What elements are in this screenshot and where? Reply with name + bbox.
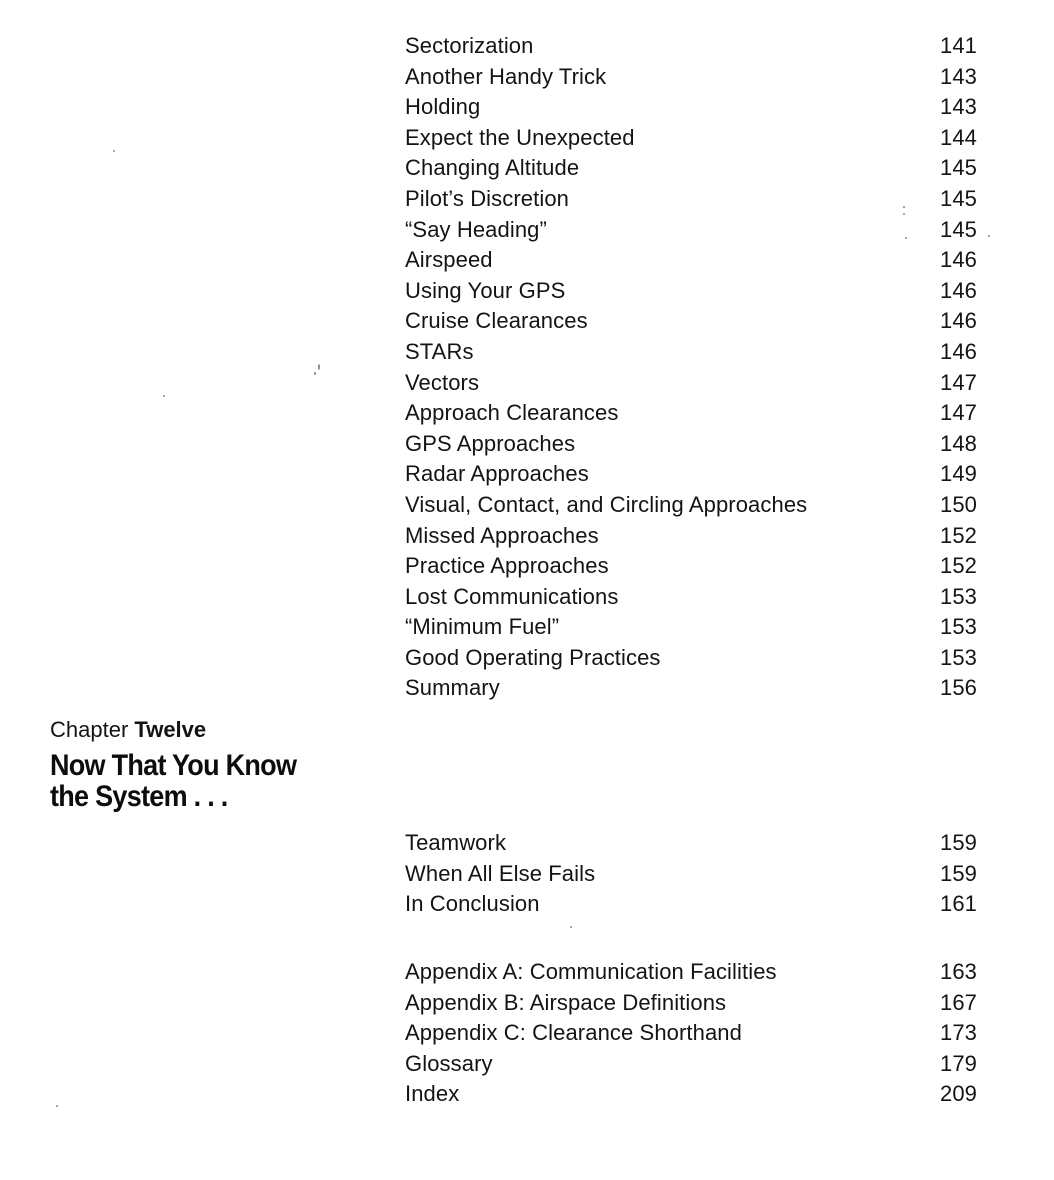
toc-entry bbox=[405, 643, 977, 674]
toc-entry-title: Appendix C: Clearance Shorthand bbox=[405, 1020, 742, 1046]
chapter-title-line-2: the System . . . bbox=[50, 780, 228, 813]
toc-entry-title: Radar Approaches bbox=[405, 461, 589, 487]
toc-entry-title: When All Else Fails bbox=[405, 860, 596, 886]
toc-entry-page-number: 149 bbox=[939, 461, 977, 487]
toc-entry bbox=[405, 957, 977, 988]
toc-entry-page-number: 146 bbox=[939, 308, 977, 334]
toc-entry-page-number: 141 bbox=[939, 33, 977, 58]
toc-entry bbox=[405, 673, 977, 704]
toc-entry-title: Cruise Clearances bbox=[405, 308, 588, 334]
toc-entry bbox=[405, 490, 977, 521]
toc-entry-title: “Say Heading” bbox=[405, 216, 547, 242]
toc-entry-title: STARs bbox=[405, 338, 474, 364]
toc-entry bbox=[405, 1018, 977, 1049]
toc-entry-title: Approach Clearances bbox=[405, 400, 619, 426]
toc-entry-page-number: 147 bbox=[939, 369, 977, 395]
toc-entry-title: Holding bbox=[405, 94, 481, 120]
toc-entry-page-number: 146 bbox=[939, 247, 977, 273]
toc-entry-title: Another Handy Trick bbox=[405, 63, 607, 89]
chapter-title-line-1: Now That You Know bbox=[50, 749, 297, 782]
toc-entry-page-number: 152 bbox=[939, 522, 977, 548]
toc-entry-page-number: 148 bbox=[939, 430, 977, 456]
toc-entry-title: GPS Approaches bbox=[405, 430, 576, 456]
scan-speck bbox=[988, 235, 990, 237]
chapter-twelve-toc-list bbox=[405, 828, 977, 920]
back-matter-toc-list bbox=[405, 957, 977, 1110]
toc-entry bbox=[405, 92, 977, 123]
toc-entry-page-number: 152 bbox=[939, 553, 977, 579]
toc-section-list bbox=[405, 31, 977, 704]
toc-entry-title: Visual, Contact, and Circling Approaches bbox=[405, 491, 808, 517]
toc-entry-title: Vectors bbox=[405, 369, 480, 395]
toc-entry-page-number: 153 bbox=[939, 644, 977, 670]
chapter-title bbox=[50, 750, 338, 812]
toc-entry-page-number: 167 bbox=[939, 989, 977, 1015]
toc-entry bbox=[405, 612, 977, 643]
toc-entry-title: Index bbox=[405, 1081, 460, 1107]
scan-speck bbox=[570, 926, 572, 928]
toc-entry-page-number: 159 bbox=[939, 830, 977, 855]
scan-speck bbox=[318, 364, 320, 370]
toc-entry-title: Pilot’s Discretion bbox=[405, 185, 570, 211]
toc-entry bbox=[405, 551, 977, 582]
toc-entry-title: In Conclusion bbox=[405, 891, 540, 917]
toc-entry-title: Changing Altitude bbox=[405, 155, 580, 181]
scan-speck bbox=[163, 395, 165, 397]
toc-entry-title: Appendix B: Airspace Definitions bbox=[405, 989, 727, 1015]
toc-entry-page-number: 146 bbox=[939, 338, 977, 364]
toc-entry bbox=[405, 368, 977, 399]
toc-entry-page-number: 146 bbox=[939, 277, 977, 303]
chapter-label-number: Twelve bbox=[134, 717, 207, 742]
toc-entry-page-number: 150 bbox=[939, 491, 977, 517]
toc-entry bbox=[405, 31, 977, 62]
scan-speck bbox=[113, 150, 115, 152]
toc-entry bbox=[405, 337, 977, 368]
toc-entry-page-number: 161 bbox=[939, 891, 977, 917]
toc-entry-page-number: 145 bbox=[939, 155, 977, 181]
toc-entry bbox=[405, 521, 977, 552]
scan-speck bbox=[903, 213, 905, 215]
toc-entry-page-number: 179 bbox=[939, 1050, 977, 1076]
toc-entry-page-number: 163 bbox=[939, 959, 977, 984]
toc-entry bbox=[405, 398, 977, 429]
toc-entry bbox=[405, 62, 977, 93]
toc-entry-title: Glossary bbox=[405, 1050, 493, 1076]
toc-entry-title: Expect the Unexpected bbox=[405, 124, 635, 150]
toc-entry-title: Practice Approaches bbox=[405, 553, 609, 579]
toc-entry-page-number: 145 bbox=[939, 216, 977, 242]
toc-entry-title: Using Your GPS bbox=[405, 277, 566, 303]
toc-entry-page-number: 153 bbox=[939, 583, 977, 609]
toc-entry bbox=[405, 988, 977, 1019]
scan-speck bbox=[314, 372, 316, 375]
toc-entry-page-number: 143 bbox=[939, 94, 977, 120]
toc-entry-title: Missed Approaches bbox=[405, 522, 599, 548]
toc-entry bbox=[405, 215, 977, 246]
scan-speck bbox=[905, 237, 907, 239]
toc-entry-page-number: 143 bbox=[939, 63, 977, 89]
toc-entry-page-number: 153 bbox=[939, 614, 977, 640]
toc-entry bbox=[405, 123, 977, 154]
chapter-heading bbox=[50, 714, 370, 812]
toc-entry-title: Teamwork bbox=[405, 830, 507, 855]
toc-entry-page-number: 147 bbox=[939, 400, 977, 426]
toc-entry-title: Sectorization bbox=[405, 33, 534, 58]
scan-speck bbox=[56, 1105, 58, 1107]
toc-entry bbox=[405, 306, 977, 337]
toc-entry bbox=[405, 889, 977, 920]
toc-entry-title: “Minimum Fuel” bbox=[405, 614, 560, 640]
toc-entry bbox=[405, 582, 977, 613]
toc-entry-title: Airspeed bbox=[405, 247, 493, 273]
toc-entry-page-number: 159 bbox=[939, 860, 977, 886]
toc-entry bbox=[405, 828, 977, 859]
toc-entry-title: Appendix A: Communication Facilities bbox=[405, 959, 777, 984]
toc-entry bbox=[405, 1049, 977, 1080]
toc-entry bbox=[405, 276, 977, 307]
toc-entry-page-number: 173 bbox=[939, 1020, 977, 1046]
toc-entry-title: Lost Communications bbox=[405, 583, 619, 609]
toc-entry bbox=[405, 459, 977, 490]
toc-entry-page-number: 156 bbox=[939, 675, 977, 701]
toc-entry bbox=[405, 1079, 977, 1110]
toc-entry bbox=[405, 859, 977, 890]
toc-entry-title: Good Operating Practices bbox=[405, 644, 661, 670]
toc-entry bbox=[405, 153, 977, 184]
toc-entry bbox=[405, 184, 977, 215]
toc-entry bbox=[405, 429, 977, 460]
chapter-label-prefix: Chapter bbox=[50, 717, 129, 742]
toc-entry-page-number: 145 bbox=[939, 185, 977, 211]
toc-entry-page-number: 209 bbox=[939, 1081, 977, 1107]
toc-entry bbox=[405, 245, 977, 276]
toc-entry-page-number: 144 bbox=[939, 124, 977, 150]
toc-entry-title: Summary bbox=[405, 675, 500, 701]
scan-speck bbox=[903, 206, 905, 208]
chapter-number-label bbox=[50, 714, 370, 746]
